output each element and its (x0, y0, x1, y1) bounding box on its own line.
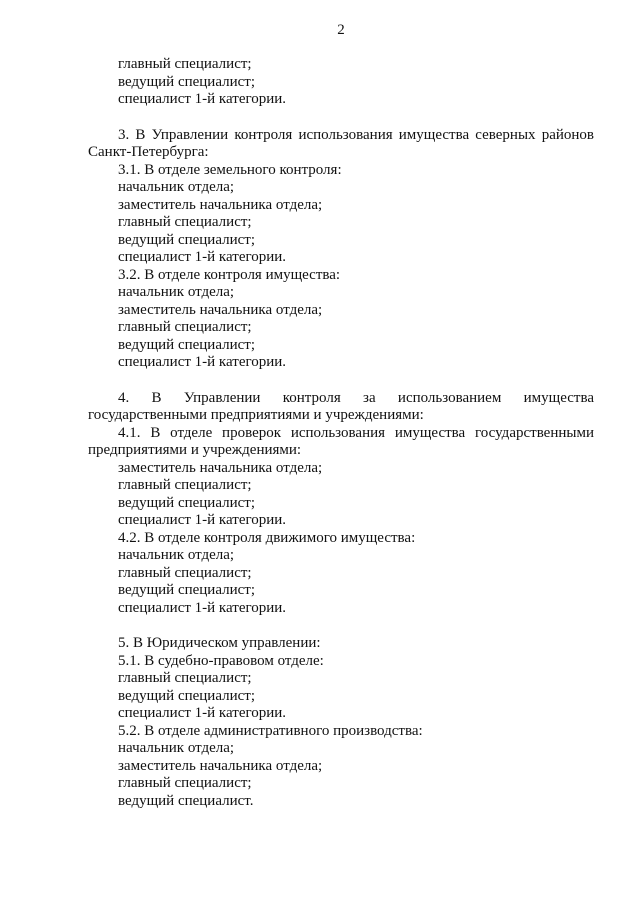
paragraph-gap (88, 372, 594, 390)
text-line: предприятиями и учреждениями: (88, 442, 302, 458)
text-line: 3. В Управлении контроля использования имущества северных районов (118, 126, 594, 143)
text-line: специалист 1-й категории. (118, 91, 287, 107)
text-line: главный специалист; (118, 775, 252, 791)
text-line: ведущий специалист. (118, 792, 254, 809)
text-line: специалист 1-й категории. (118, 705, 287, 721)
text-line: начальник отдела; (118, 547, 235, 563)
text-line: главный специалист; (118, 214, 252, 230)
text-line: 3.1. В отделе земельного контроля: (118, 161, 342, 178)
text-line: 5.1. В судебно-правовом отделе: (118, 652, 324, 669)
document-body (88, 56, 594, 810)
text-line: ведущий специалист; (118, 687, 256, 704)
text-line: заместитель начальника отдела; (118, 459, 323, 476)
text-line: главный специалист; (118, 56, 252, 72)
text-line: 4. В Управлении контроля за использованием имущества (118, 389, 594, 406)
text-line: начальник отдела; (118, 284, 235, 300)
text-line: специалист 1-й категории. (118, 599, 287, 616)
text-line: 5.2. В отделе административного производства: (118, 722, 423, 739)
paragraph-gap (88, 617, 594, 635)
text-line: специалист 1-й категории. (118, 512, 287, 528)
text-line: 4.1. В отделе проверок использования имущества государственными (118, 424, 594, 441)
page-number: 2 (337, 22, 345, 38)
text-line: государственными предприятиями и учреждениями: (88, 407, 424, 423)
text-line: начальник отдела; (118, 740, 235, 756)
text-line: 4.2. В отделе контроля движимого имущества: (118, 529, 416, 546)
text-line: 5. В Юридическом управлении: (118, 635, 321, 651)
text-line: 3.2. В отделе контроля имущества: (118, 266, 341, 283)
text-line: специалист 1-й категории. (118, 249, 287, 265)
text-line: заместитель начальника отдела; (118, 757, 323, 774)
text-line: главный специалист; (118, 564, 252, 581)
text-line: ведущий специалист; (118, 494, 256, 511)
text-line: заместитель начальника отдела; (118, 196, 323, 213)
text-line: специалист 1-й категории. (118, 354, 287, 370)
text-line: главный специалист; (118, 670, 252, 686)
text-line: заместитель начальника отдела; (118, 301, 323, 318)
text-line: ведущий специалист; (118, 336, 256, 353)
text-line: главный специалист; (118, 319, 252, 335)
text-line: ведущий специалист; (118, 231, 256, 248)
text-line: Санкт-Петербурга: (88, 144, 209, 160)
text-line: ведущий специалист; (118, 582, 256, 598)
text-line: ведущий специалист; (118, 73, 256, 90)
paragraph-gap (88, 109, 594, 127)
text-line: начальник отдела; (118, 179, 235, 195)
text-line: главный специалист; (118, 477, 252, 493)
